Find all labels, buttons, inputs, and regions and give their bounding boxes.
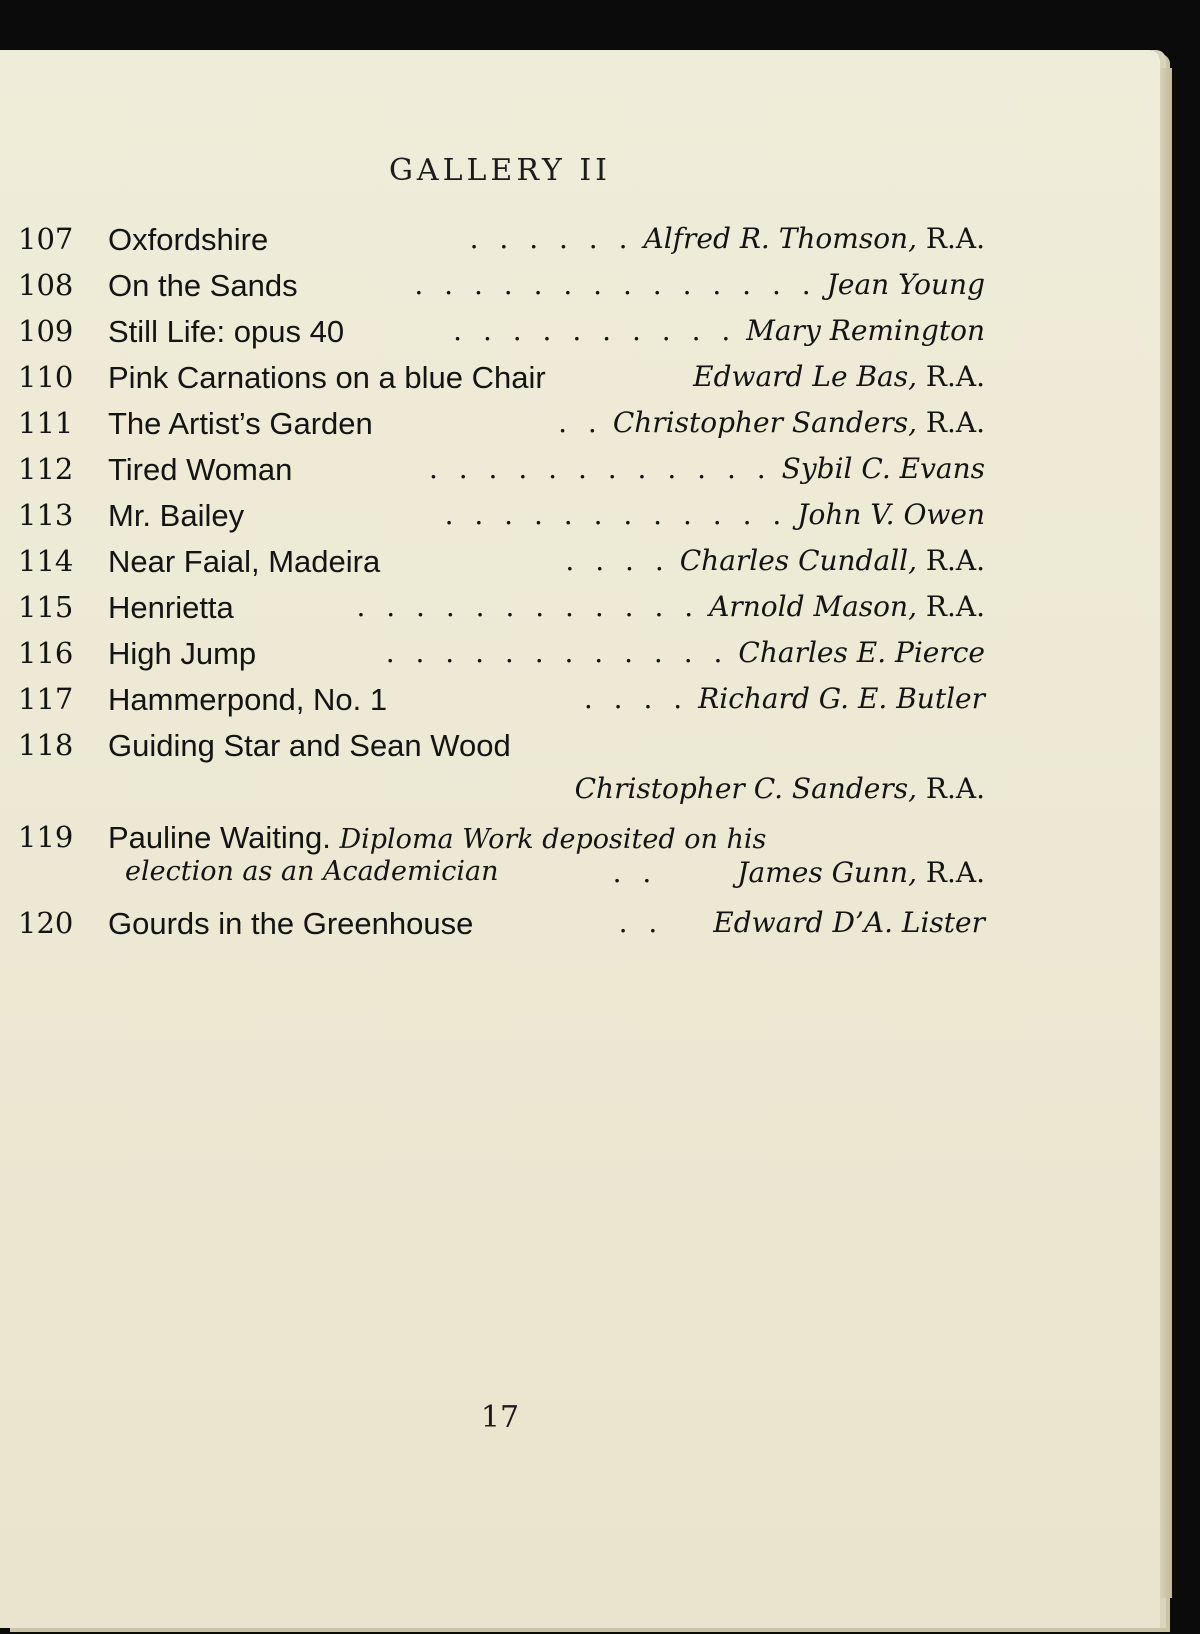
entry-row xyxy=(0,544,990,588)
leader-dots: . . . . . . xyxy=(469,222,634,255)
entry-artist xyxy=(613,856,985,889)
leader-dots: . . . . xyxy=(565,544,670,577)
entry-title: Still Life: opus 40 xyxy=(108,314,345,349)
entry-row xyxy=(0,268,990,312)
entry-row xyxy=(0,452,990,496)
entry-title xyxy=(108,820,766,856)
artist-suffix: R.A. xyxy=(916,544,985,577)
entry-number: 110 xyxy=(18,360,74,394)
entry-note: Diploma Work deposited on his xyxy=(339,824,767,855)
entry-artist xyxy=(386,636,985,669)
leader-dots: . . . . . . . . . . xyxy=(453,314,737,347)
entry-title: Gourds in the Greenhouse xyxy=(108,906,474,941)
artist-name: Edward D’A. Lister xyxy=(713,906,985,939)
entry-title: Mr. Bailey xyxy=(108,498,245,533)
leader-dots: . . xyxy=(612,856,658,889)
entry-row xyxy=(0,498,990,542)
entry-row xyxy=(0,906,990,950)
entry-number: 111 xyxy=(18,406,74,440)
entry-title: Henrietta xyxy=(108,590,234,625)
entry-number: 112 xyxy=(18,452,74,486)
entry-title: On the Sands xyxy=(108,268,298,303)
entry-row xyxy=(0,636,990,680)
entry-row-continuation xyxy=(0,856,990,900)
artist-name: Edward Le Bas, xyxy=(693,360,917,393)
artist-suffix: R.A. xyxy=(916,590,985,623)
gallery-heading: GALLERY II xyxy=(388,153,612,188)
entry-artist xyxy=(445,498,985,531)
entry-row xyxy=(0,406,990,450)
entry-title: The Artist’s Garden xyxy=(108,406,373,441)
entry-title: High Jump xyxy=(108,636,257,671)
artist-suffix: R.A. xyxy=(916,222,985,255)
entry-artist xyxy=(584,682,985,715)
entry-artist xyxy=(619,906,985,939)
leader-dots: . . xyxy=(558,406,603,439)
leader-dots: . . . . xyxy=(583,682,689,715)
entry-number: 109 xyxy=(18,314,74,348)
entry-title: Near Faial, Madeira xyxy=(108,544,381,579)
artist-suffix: R.A. xyxy=(916,360,985,393)
leader-dots: . . xyxy=(618,906,664,939)
entry-artist xyxy=(565,544,985,577)
leader-dots: . . . . . . . . . . . . . . xyxy=(414,268,817,301)
entry-title: Pink Carnations on a blue Chair xyxy=(108,360,546,395)
entry-artist xyxy=(453,314,985,347)
artist-name: Christopher C. Sanders, xyxy=(574,772,917,805)
artist-suffix: R.A. xyxy=(916,856,985,889)
entry-artist xyxy=(429,452,985,485)
entry-artist xyxy=(470,222,985,255)
artist-suffix: R.A. xyxy=(916,406,985,439)
entry-artist xyxy=(575,772,985,805)
entry-number: 119 xyxy=(18,820,74,854)
entry-number: 118 xyxy=(18,728,74,762)
leader-dots: . . . . . . . . . . . . xyxy=(444,498,788,531)
entry-number: 117 xyxy=(18,682,74,716)
entry-number: 116 xyxy=(18,636,74,670)
entry-title: Hammerpond, No. 1 xyxy=(108,682,388,717)
entry-number: 120 xyxy=(18,906,74,940)
entry-artist xyxy=(414,268,985,301)
artist-name: Jean Young xyxy=(826,268,985,301)
artist-name: James Gunn, xyxy=(737,856,917,889)
artist-suffix: R.A. xyxy=(916,772,985,805)
entry-row-continuation xyxy=(0,772,990,816)
leader-dots: . . . . . . . . . . . . xyxy=(385,636,729,669)
entry-artist xyxy=(558,406,985,439)
page-number: 17 xyxy=(480,1400,520,1435)
entry-row xyxy=(0,360,990,404)
entry-title: Guiding Star and Sean Wood xyxy=(108,728,511,763)
leader-dots: . . . . . . . . . . . . xyxy=(428,452,772,485)
artist-name: Charles E. Pierce xyxy=(738,636,985,669)
entry-row xyxy=(0,314,990,358)
entry-row xyxy=(0,590,990,634)
artist-name: Alfred R. Thomson, xyxy=(643,222,917,255)
artist-name: Christopher Sanders, xyxy=(612,406,917,439)
entry-title-text: Pauline Waiting. xyxy=(108,820,331,855)
artist-name: Charles Cundall, xyxy=(679,544,917,577)
artist-name: John V. Owen xyxy=(797,498,985,531)
entry-title: Tired Woman xyxy=(108,452,293,487)
entry-row xyxy=(0,728,990,772)
entry-number: 108 xyxy=(18,268,74,302)
catalogue-page xyxy=(0,50,1160,1628)
leader-dots: . . . . . . . . . . . . xyxy=(356,590,700,623)
artist-name: Richard G. E. Butler xyxy=(698,682,985,715)
entry-row xyxy=(0,682,990,726)
entry-note-continued: election as an Academician xyxy=(125,856,499,887)
entry-title: Oxfordshire xyxy=(108,222,269,257)
entry-artist xyxy=(356,590,985,623)
entry-number: 107 xyxy=(18,222,74,256)
page-edge xyxy=(1160,68,1172,1598)
entry-number: 114 xyxy=(18,544,74,578)
entry-row xyxy=(0,222,990,266)
artist-name: Mary Remington xyxy=(746,314,985,347)
entry-artist xyxy=(683,360,985,393)
entry-number: 113 xyxy=(18,498,74,532)
artist-name: Sybil C. Evans xyxy=(781,452,985,485)
entry-number: 115 xyxy=(18,590,74,624)
artist-name: Arnold Mason, xyxy=(709,590,917,623)
